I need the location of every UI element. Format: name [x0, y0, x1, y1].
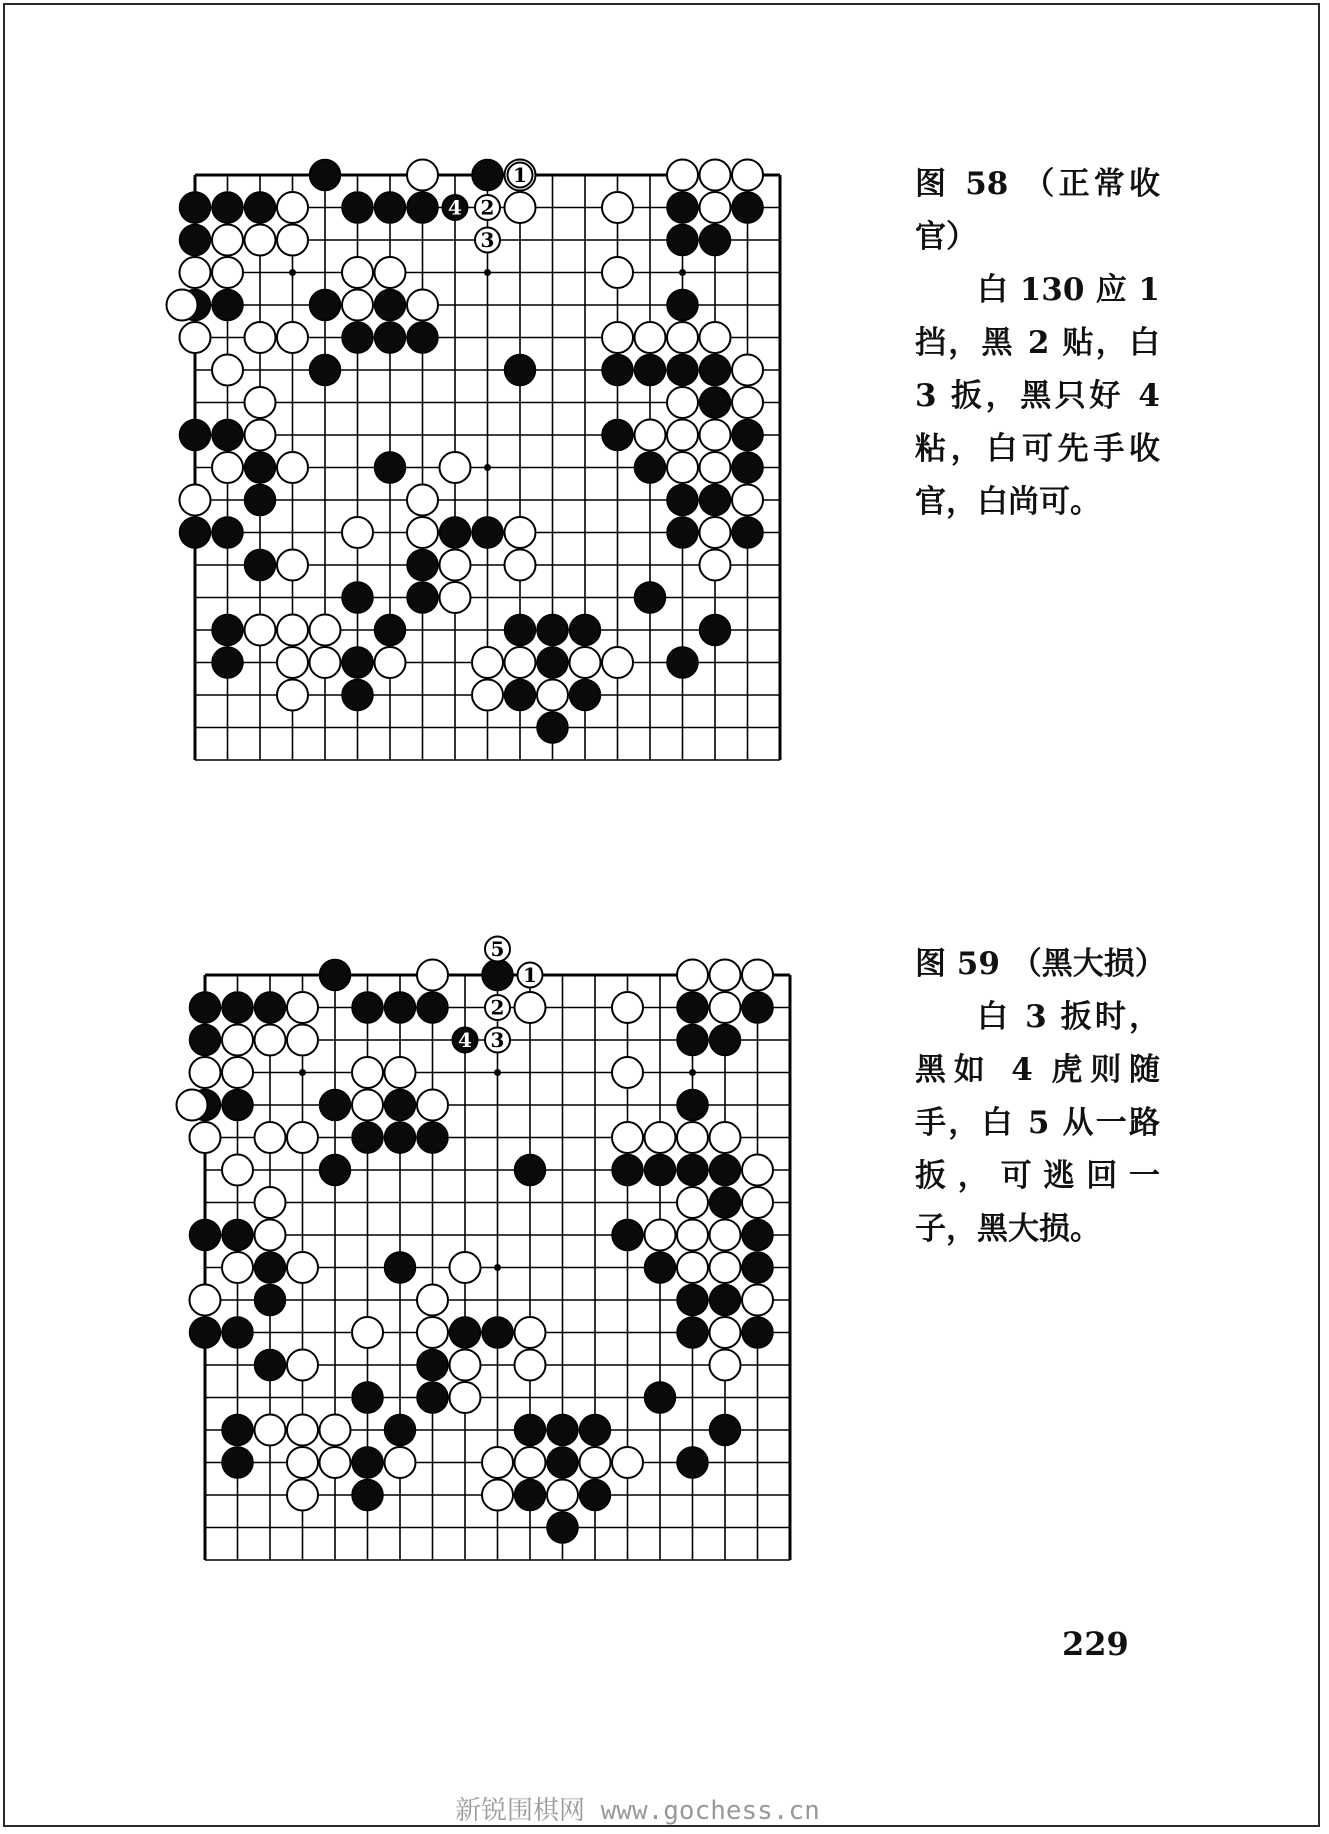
white-stone	[710, 1122, 741, 1153]
black-stone	[677, 1447, 708, 1478]
white-stone	[180, 485, 211, 516]
black-stone	[742, 1252, 773, 1283]
black-stone	[342, 582, 373, 613]
black-stone	[667, 290, 698, 321]
star-point	[679, 269, 686, 276]
black-stone	[375, 322, 406, 353]
star-point	[484, 269, 491, 276]
white-stone	[667, 420, 698, 451]
white-stone	[700, 192, 731, 223]
white-stone	[222, 1057, 253, 1088]
white-stone	[342, 517, 373, 548]
white-stone	[635, 322, 666, 353]
white-stone	[310, 615, 341, 646]
black-stone	[417, 992, 448, 1023]
black-stone	[407, 550, 438, 581]
white-stone	[612, 1447, 643, 1478]
white-stone	[612, 992, 643, 1023]
move-number-label: 1	[513, 163, 527, 187]
black-stone	[352, 1122, 383, 1153]
numbered-move-5	[485, 937, 510, 962]
white-stone	[385, 1057, 416, 1088]
white-stone	[700, 420, 731, 451]
white-stone	[375, 257, 406, 288]
black-stone	[222, 1220, 253, 1251]
white-stone	[277, 192, 308, 223]
black-stone	[700, 225, 731, 256]
black-stone	[212, 517, 243, 548]
star-point	[299, 1069, 306, 1076]
white-stone	[255, 1415, 286, 1446]
black-stone	[417, 1382, 448, 1413]
black-stone	[677, 992, 708, 1023]
white-stone	[700, 160, 731, 191]
white-stone	[417, 960, 448, 991]
white-stone	[667, 322, 698, 353]
black-stone	[417, 1122, 448, 1153]
star-point	[494, 1264, 501, 1271]
figure-58-commentary: 白 130 应 1 挡，黑 2 贴，白 3 扳，黑只好 4 粘，白可先手收官，白尚可。	[915, 272, 1160, 520]
black-stone	[710, 1187, 741, 1218]
white-stone	[310, 647, 341, 678]
black-stone	[407, 582, 438, 613]
black-stone	[612, 1220, 643, 1251]
move-number-label: 3	[480, 228, 495, 252]
black-stone	[472, 517, 503, 548]
white-stone	[602, 322, 633, 353]
black-stone	[375, 290, 406, 321]
black-stone	[667, 517, 698, 548]
black-stone	[667, 355, 698, 386]
black-stone	[505, 355, 536, 386]
black-stone	[440, 517, 471, 548]
white-stone	[742, 1155, 773, 1186]
figure-58-caption	[915, 158, 1160, 529]
white-stone	[700, 322, 731, 353]
black-stone	[732, 192, 763, 223]
figure-59-caption	[915, 938, 1166, 1256]
black-stone	[385, 1122, 416, 1153]
black-stone	[700, 387, 731, 418]
move-number-label: 2	[480, 195, 495, 220]
white-stone	[277, 452, 308, 483]
black-stone	[375, 615, 406, 646]
black-stone	[222, 1447, 253, 1478]
numbered-move-1	[518, 963, 543, 988]
black-stone	[482, 960, 513, 991]
white-stone	[645, 1220, 676, 1251]
numbered-move-3	[475, 228, 500, 253]
black-stone	[222, 1415, 253, 1446]
white-stone	[710, 1350, 741, 1381]
black-stone	[255, 1285, 286, 1316]
page-number: 229	[1062, 1625, 1129, 1663]
white-stone	[320, 1447, 351, 1478]
white-stone	[450, 1252, 481, 1283]
black-stone	[635, 582, 666, 613]
white-stone	[342, 257, 373, 288]
white-stone	[190, 1285, 221, 1316]
white-stone	[245, 420, 276, 451]
white-stone	[667, 160, 698, 191]
black-stone	[212, 647, 243, 678]
black-stone	[190, 1220, 221, 1251]
black-stone	[505, 680, 536, 711]
white-stone	[277, 647, 308, 678]
white-stone	[570, 647, 601, 678]
black-stone	[342, 647, 373, 678]
white-stone	[167, 290, 198, 321]
black-stone	[742, 1220, 773, 1251]
white-stone	[515, 992, 546, 1023]
black-stone	[222, 992, 253, 1023]
white-stone	[472, 680, 503, 711]
numbered-move-4	[453, 1028, 478, 1053]
black-stone	[310, 290, 341, 321]
black-stone	[710, 1415, 741, 1446]
white-stone	[245, 387, 276, 418]
black-stone	[255, 992, 286, 1023]
star-point	[484, 464, 491, 471]
white-stone	[320, 1415, 351, 1446]
white-stone	[700, 517, 731, 548]
black-stone	[537, 647, 568, 678]
move-number-label: 3	[490, 1028, 505, 1052]
black-stone	[635, 452, 666, 483]
black-stone	[190, 1025, 221, 1056]
white-stone	[482, 1447, 513, 1478]
site-watermark: 新锐围棋网 www.gochess.cn	[455, 1796, 820, 1826]
black-stone	[482, 1317, 513, 1348]
white-stone	[450, 1382, 481, 1413]
move-number-label: 2	[490, 995, 505, 1020]
black-stone	[320, 1155, 351, 1186]
black-stone	[342, 192, 373, 223]
white-stone	[710, 1220, 741, 1251]
black-stone	[505, 615, 536, 646]
black-stone	[547, 1415, 578, 1446]
black-stone	[450, 1317, 481, 1348]
black-stone	[677, 1155, 708, 1186]
black-stone	[222, 1090, 253, 1121]
black-stone	[320, 960, 351, 991]
black-stone	[212, 420, 243, 451]
white-stone	[732, 485, 763, 516]
white-stone	[287, 1025, 318, 1056]
black-stone	[342, 680, 373, 711]
black-stone	[352, 1382, 383, 1413]
white-stone	[177, 1090, 208, 1121]
black-stone	[547, 1447, 578, 1478]
white-stone	[505, 192, 536, 223]
black-stone	[645, 1155, 676, 1186]
white-stone	[667, 387, 698, 418]
black-stone	[245, 192, 276, 223]
black-stone	[417, 1350, 448, 1381]
black-stone	[180, 192, 211, 223]
white-stone	[482, 1480, 513, 1511]
white-stone	[602, 257, 633, 288]
white-stone	[417, 1317, 448, 1348]
white-stone	[287, 1447, 318, 1478]
black-stone	[255, 1350, 286, 1381]
black-stone	[515, 1155, 546, 1186]
white-stone	[732, 355, 763, 386]
black-stone	[580, 1480, 611, 1511]
numbered-move-4	[443, 195, 468, 220]
black-stone	[180, 225, 211, 256]
white-stone	[277, 615, 308, 646]
black-stone	[320, 1090, 351, 1121]
black-stone	[700, 485, 731, 516]
white-stone	[407, 160, 438, 191]
white-stone	[342, 290, 373, 321]
black-stone	[667, 192, 698, 223]
white-stone	[537, 680, 568, 711]
black-stone	[602, 355, 633, 386]
go-board-figure-59	[165, 935, 845, 1635]
white-stone	[352, 1090, 383, 1121]
black-stone	[742, 1317, 773, 1348]
black-stone	[570, 680, 601, 711]
black-stone	[375, 192, 406, 223]
white-stone	[255, 1187, 286, 1218]
white-stone	[287, 1415, 318, 1446]
white-stone	[255, 1025, 286, 1056]
white-stone	[612, 1122, 643, 1153]
white-stone	[440, 582, 471, 613]
white-stone	[212, 225, 243, 256]
white-stone	[212, 355, 243, 386]
white-stone	[677, 1252, 708, 1283]
white-stone	[742, 960, 773, 991]
black-stone	[537, 615, 568, 646]
white-stone	[645, 1122, 676, 1153]
white-stone	[212, 257, 243, 288]
white-stone	[515, 1350, 546, 1381]
black-stone	[212, 192, 243, 223]
white-stone	[352, 1057, 383, 1088]
black-stone	[677, 1090, 708, 1121]
black-stone	[255, 1252, 286, 1283]
star-point	[494, 1069, 501, 1076]
white-stone	[245, 322, 276, 353]
black-stone	[677, 1025, 708, 1056]
black-stone	[612, 1155, 643, 1186]
black-stone	[667, 647, 698, 678]
white-stone	[352, 1317, 383, 1348]
white-stone	[667, 452, 698, 483]
white-stone	[245, 225, 276, 256]
star-point	[689, 1069, 696, 1076]
black-stone	[732, 517, 763, 548]
white-stone	[180, 322, 211, 353]
white-stone	[602, 192, 633, 223]
white-stone	[277, 550, 308, 581]
black-stone	[570, 615, 601, 646]
black-stone	[407, 322, 438, 353]
black-stone	[352, 992, 383, 1023]
move-number-label: 1	[523, 963, 537, 987]
numbered-move-3	[485, 1028, 510, 1053]
black-stone	[732, 452, 763, 483]
black-stone	[212, 290, 243, 321]
white-stone	[505, 647, 536, 678]
black-stone	[515, 1415, 546, 1446]
white-stone	[255, 1220, 286, 1251]
white-stone	[677, 1187, 708, 1218]
white-stone	[710, 1317, 741, 1348]
white-stone	[677, 960, 708, 991]
black-stone	[547, 1512, 578, 1543]
white-stone	[732, 160, 763, 191]
white-stone	[742, 1187, 773, 1218]
white-stone	[222, 1025, 253, 1056]
white-stone	[287, 1252, 318, 1283]
white-stone	[277, 225, 308, 256]
black-stone	[385, 1252, 416, 1283]
white-stone	[602, 647, 633, 678]
black-stone	[645, 1382, 676, 1413]
numbered-move-2	[485, 995, 510, 1020]
star-point	[289, 269, 296, 276]
black-stone	[180, 517, 211, 548]
figure-59-title: 图 59 （黑大损）	[915, 946, 1166, 982]
white-stone	[417, 1285, 448, 1316]
white-stone	[515, 1317, 546, 1348]
white-stone	[222, 1252, 253, 1283]
black-stone	[700, 615, 731, 646]
white-stone	[710, 960, 741, 991]
white-stone	[710, 992, 741, 1023]
black-stone	[190, 992, 221, 1023]
black-stone	[667, 225, 698, 256]
white-stone	[255, 1122, 286, 1153]
white-stone	[407, 485, 438, 516]
white-stone	[700, 550, 731, 581]
black-stone	[602, 420, 633, 451]
white-stone	[277, 322, 308, 353]
numbered-move-1	[508, 163, 533, 188]
white-stone	[407, 290, 438, 321]
black-stone	[537, 712, 568, 743]
black-stone	[645, 1252, 676, 1283]
black-stone	[385, 1090, 416, 1121]
black-stone	[515, 1480, 546, 1511]
black-stone	[375, 452, 406, 483]
white-stone	[385, 1447, 416, 1478]
black-stone	[180, 420, 211, 451]
black-stone	[700, 355, 731, 386]
black-stone	[245, 452, 276, 483]
white-stone	[710, 1252, 741, 1283]
figure-58-title: 图 58 （正常收官）	[915, 166, 1160, 255]
white-stone	[505, 550, 536, 581]
black-stone	[352, 1447, 383, 1478]
white-stone	[450, 1350, 481, 1381]
black-stone	[580, 1415, 611, 1446]
white-stone	[732, 387, 763, 418]
white-stone	[180, 257, 211, 288]
black-stone	[710, 1025, 741, 1056]
figure-59-commentary: 白 3 扳时，黑如 4 虎则随手，白 5 从一路扳，可逃回一子，黑大损。	[915, 999, 1160, 1247]
move-number-label: 4	[448, 195, 462, 220]
white-stone	[742, 1285, 773, 1316]
black-stone	[710, 1285, 741, 1316]
white-stone	[190, 1122, 221, 1153]
white-stone	[635, 420, 666, 451]
black-stone	[677, 1285, 708, 1316]
black-stone	[310, 160, 341, 191]
black-stone	[222, 1317, 253, 1348]
white-stone	[612, 1057, 643, 1088]
white-stone	[287, 992, 318, 1023]
white-stone	[505, 517, 536, 548]
white-stone	[580, 1447, 611, 1478]
white-stone	[222, 1155, 253, 1186]
white-stone	[277, 680, 308, 711]
white-stone	[472, 647, 503, 678]
black-stone	[190, 1317, 221, 1348]
black-stone	[342, 322, 373, 353]
white-stone	[547, 1480, 578, 1511]
black-stone	[352, 1480, 383, 1511]
white-stone	[287, 1480, 318, 1511]
black-stone	[310, 355, 341, 386]
white-stone	[700, 452, 731, 483]
black-stone	[677, 1317, 708, 1348]
white-stone	[245, 615, 276, 646]
black-stone	[245, 550, 276, 581]
black-stone	[385, 1415, 416, 1446]
go-board-figure-58	[155, 135, 835, 835]
white-stone	[287, 1122, 318, 1153]
black-stone	[710, 1155, 741, 1186]
black-stone	[732, 420, 763, 451]
white-stone	[375, 647, 406, 678]
black-stone	[667, 485, 698, 516]
white-stone	[417, 1090, 448, 1121]
black-stone	[245, 485, 276, 516]
black-stone	[385, 992, 416, 1023]
black-stone	[407, 192, 438, 223]
white-stone	[287, 1350, 318, 1381]
black-stone	[742, 992, 773, 1023]
white-stone	[407, 517, 438, 548]
white-stone	[677, 1122, 708, 1153]
move-number-label: 5	[490, 937, 505, 961]
black-stone	[635, 355, 666, 386]
white-stone	[440, 550, 471, 581]
black-stone	[212, 615, 243, 646]
white-stone	[515, 1447, 546, 1478]
white-stone	[190, 1057, 221, 1088]
black-stone	[472, 160, 503, 191]
white-stone	[677, 1220, 708, 1251]
numbered-move-2	[475, 195, 500, 220]
white-stone	[212, 452, 243, 483]
move-number-label: 4	[458, 1028, 472, 1052]
white-stone	[440, 452, 471, 483]
